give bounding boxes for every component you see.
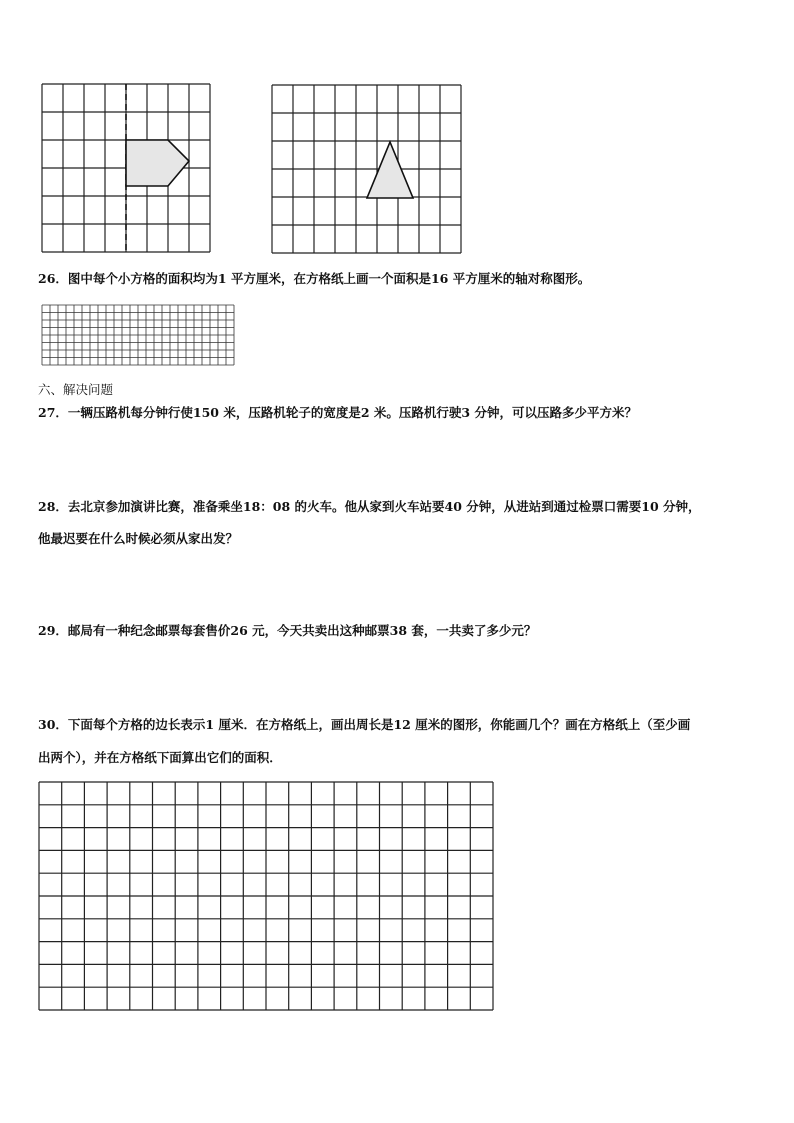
question-29: 29．邮局有一种纪念邮票每套售价26 元，今天共卖出这种邮票38 套，一共卖了多少元？ [38,623,537,638]
symmetry-grid-left [42,84,212,252]
answer-grid-q30 [39,782,493,1010]
fine-grid-q26 [42,305,234,365]
half-pentagon-shape [126,140,189,186]
triangle-shape [367,142,413,198]
question-30-line1: 30．下面每个方格的边长表示1 厘米．在方格纸上，画出周长是12 厘米的图形，你能画几个？画在方格纸上（至少画 [38,717,691,732]
question-27: 27．一辆压路机每分钟行使150 米，压路机轮子的宽度是2 米。压路机行驶3 分钟，可以压路多少平方米？ [38,405,637,420]
question-30-line2: 出两个），并在方格纸下面算出它们的面积． [38,750,282,765]
translation-grid-right [272,85,461,253]
question-28-line2: 他最迟要在什么时候必须从家出发？ [38,531,239,546]
question-28-line1: 28．去北京参加演讲比赛，准备乘坐18：08 的火车。他从家到火车站要40 分钟，从进站到通过检票口需要10 分钟， [38,499,701,514]
question-26: 26．图中每个小方格的面积均为1 平方厘米，在方格纸上画一个面积是16 平方厘米的轴对称图形。 [38,271,591,286]
section-title: 六、解决问题 [38,382,114,397]
